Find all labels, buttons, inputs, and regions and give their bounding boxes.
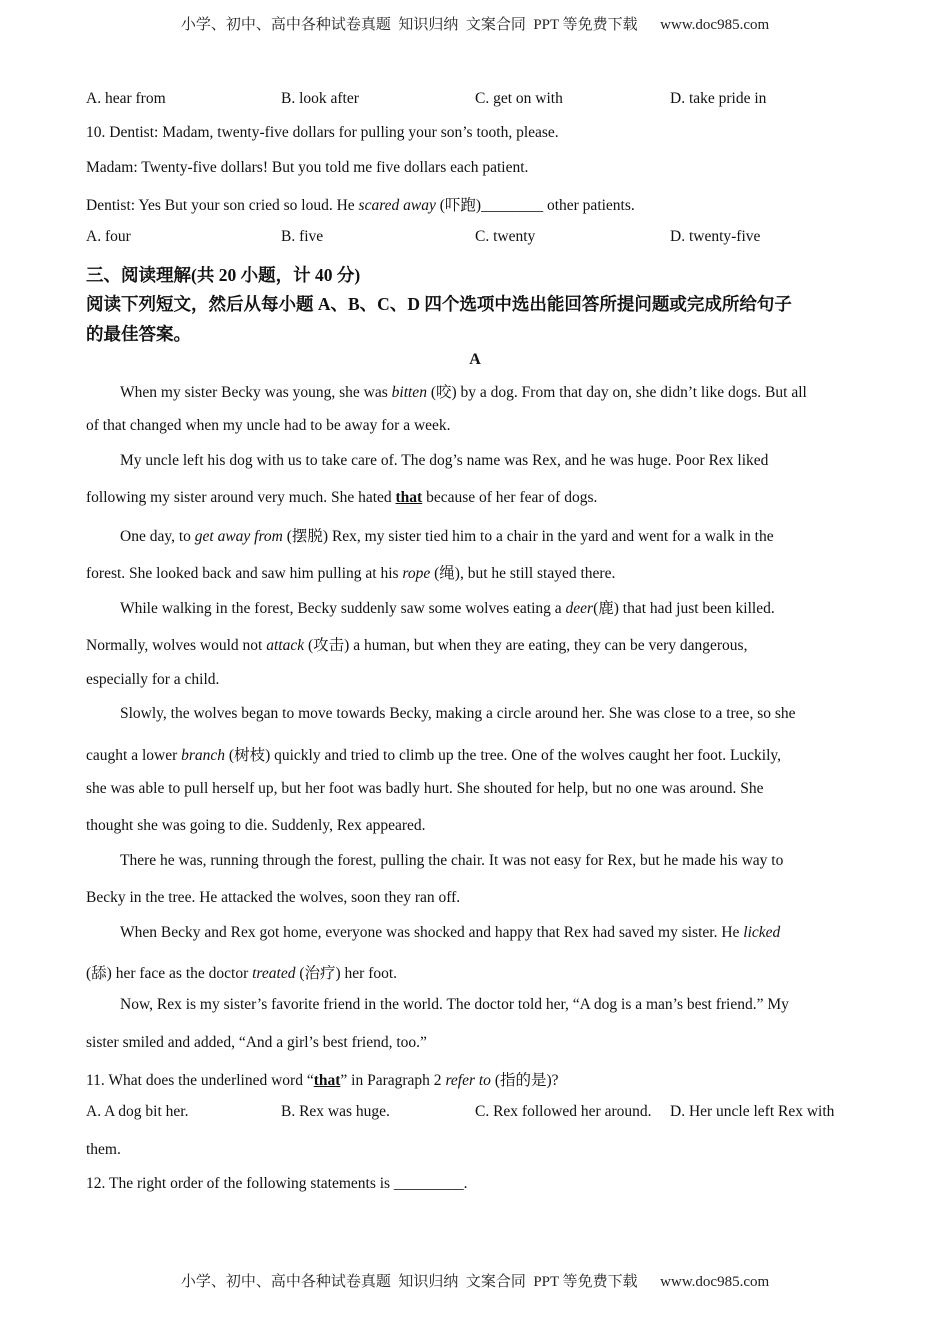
passage-line: forest. She looked back and saw him pulling at his rope (绳), but he still stayed there. — [86, 565, 616, 582]
passage-line: following my sister around very much. She hated that because of her fear of dogs. — [86, 489, 598, 506]
page-footer: 小学、初中、高中各种试卷真题 知识归纳 文案合同 PPT 等免费下载 www.doc985.com — [180, 1274, 770, 1290]
q11-option-d-continued: them. — [86, 1141, 121, 1158]
passage-label: A — [469, 351, 481, 368]
page-header: 小学、初中、高中各种试卷真题 知识归纳 文案合同 PPT 等免费下载 www.doc985.com — [180, 17, 770, 33]
q10-option-d: D. twenty-five — [670, 228, 761, 245]
passage-line: thought she was going to die. Suddenly, Rex appeared. — [86, 817, 426, 834]
q9-option-d: D. take pride in — [670, 90, 767, 107]
q10-line-1: 10. Dentist: Madam, twenty-five dollars for pulling your son’s tooth, please. — [86, 124, 559, 141]
q10-line-3: Dentist: Yes But your son cried so loud. He scared away (吓跑)________ other patients. — [86, 197, 635, 214]
passage-line: Slowly, the wolves began to move towards Becky, making a circle around her. She was close to a tree, so she — [120, 705, 796, 722]
passage-line: she was able to pull herself up, but her foot was badly hurt. She shouted for help, but no one was around. She — [86, 780, 764, 797]
section-instruction-2: 的最佳答案。 — [86, 324, 191, 344]
passage-line: sister smiled and added, “And a girl’s best friend, too.” — [86, 1034, 427, 1051]
passage-line: Normally, wolves would not attack (攻击) a human, but when they are eating, they can be very dangerous, — [86, 637, 748, 654]
section-title: 三、阅读理解(共 20 小题，计 40 分) — [86, 265, 361, 285]
q12-stem: 12. The right order of the following statements is _________. — [86, 1175, 468, 1192]
q9-option-b: B. look after — [281, 90, 359, 107]
q10-line-2: Madam: Twenty-five dollars! But you told me five dollars each patient. — [86, 159, 529, 176]
passage-line: (舔) her face as the doctor treated (治疗) her foot. — [86, 965, 398, 982]
passage-line: There he was, running through the forest, pulling the chair. It was not easy for Rex, but he made his way to — [120, 852, 784, 869]
passage-line: When my sister Becky was young, she was bitten (咬) by a dog. From that day on, she didn’t like dogs. But all — [120, 384, 807, 401]
passage-line: Becky in the tree. He attacked the wolves, soon they ran off. — [86, 889, 461, 906]
q11-option-d: D. Her uncle left Rex with — [670, 1103, 835, 1120]
underlined-word-that: that — [395, 489, 423, 506]
passage-line: When Becky and Rex got home, everyone was shocked and happy that Rex had saved my sister. He licked — [120, 924, 781, 941]
q11-stem: 11. What does the underlined word “that” in Paragraph 2 refer to (指的是)? — [86, 1072, 559, 1089]
passage-line: especially for a child. — [86, 671, 220, 688]
q9-option-c: C. get on with — [475, 90, 563, 107]
passage-line: While walking in the forest, Becky suddenly saw some wolves eating a deer(鹿) that had just been killed. — [120, 600, 775, 617]
q11-option-b: B. Rex was huge. — [281, 1103, 390, 1120]
q11-option-c: C. Rex followed her around. — [475, 1103, 652, 1120]
section-instruction-1: 阅读下列短文，然后从每小题 A、B、C、D 四个选项中选出能回答所提问题或完成所给句子 — [86, 294, 792, 314]
q10-option-c: C. twenty — [475, 228, 536, 245]
passage-line: Now, Rex is my sister’s favorite friend in the world. The doctor told her, “A dog is a man’s best friend.” My — [120, 996, 789, 1013]
passage-line: of that changed when my uncle had to be away for a week. — [86, 417, 451, 434]
q11-option-a: A. A dog bit her. — [86, 1103, 189, 1120]
q9-option-a: A. hear from — [86, 90, 166, 107]
passage-line: One day, to get away from (摆脱) Rex, my sister tied him to a chair in the yard and went for a walk in the — [120, 528, 774, 545]
passage-line: My uncle left his dog with us to take care of. The dog’s name was Rex, and he was huge. Poor Rex liked — [120, 452, 769, 469]
q10-option-b: B. five — [281, 228, 324, 245]
q10-option-a: A. four — [86, 228, 131, 245]
passage-line: caught a lower branch (树枝) quickly and tried to climb up the tree. One of the wolves caught her foot. Luckily, — [86, 747, 782, 764]
